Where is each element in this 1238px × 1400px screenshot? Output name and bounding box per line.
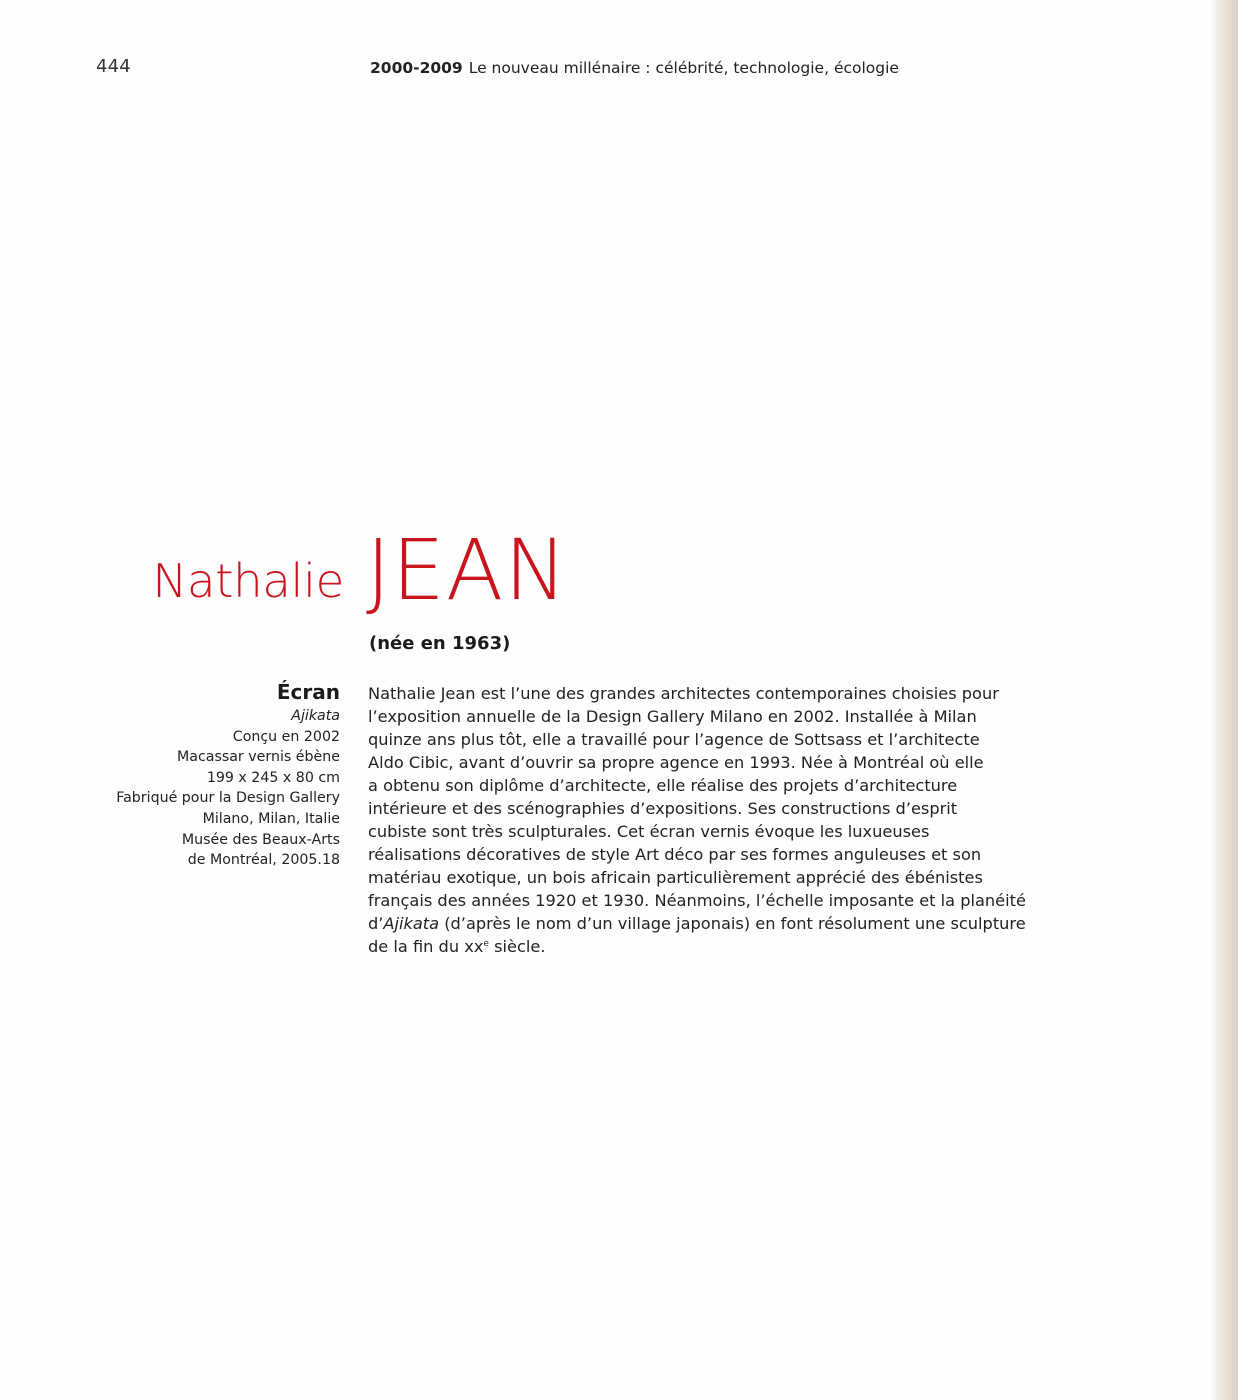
caption-line: Milano, Milan, Italie [202,810,340,827]
artwork-name-italic: Ajikata [383,914,440,933]
caption-line: de Montréal, 2005.18 [187,852,340,869]
running-head-period: 2000-2009 [370,59,463,77]
biography-paragraph [368,682,1038,958]
artwork-title: Écran [276,680,340,704]
artwork-model-name: Ajikata [291,708,340,724]
paragraph-line: a obtenu son diplôme d’architecte, elle réalise des projets d’architecture [368,776,958,795]
paragraph-line: Nathalie Jean est l’une des grandes architectes contemporaines choisies pour [368,684,999,703]
paragraph-line: français des années 1920 et 1930. Néanmoins, l’échelle imposante et la planéité [368,891,1026,910]
running-head [370,59,899,77]
paragraph-line: quinze ans plus tôt, elle a travaillé pour l’agence de Sottsass et l’architecte [368,730,980,749]
paragraph-line [368,935,1038,958]
caption-line: Fabriqué pour la Design Gallery [116,790,340,807]
line-suffix: (d’après le nom d’un village japonais) en font résolument une sculpture [439,914,1026,933]
running-head-chapter-title: Le nouveau millénaire : célébrité, technologie, écologie [468,59,899,77]
caption-line: Macassar vernis ébène [177,749,340,766]
designer-first-name: Nathalie [152,554,344,608]
paragraph-line: intérieure et des scénographies d’expositions. Ses constructions d’esprit [368,799,958,818]
designer-last-name: JEAN [366,521,569,619]
century-superscript: e [483,939,489,949]
page-number: 444 [96,56,131,77]
paragraph-line: matériau exotique, un bois africain particulièrement apprécié des ébénistes [368,868,983,887]
line-suffix: siècle. [488,937,546,956]
century-numeral: xx [464,937,484,956]
artwork-caption [80,680,340,871]
caption-line: Conçu en 2002 [232,728,340,745]
paragraph-line [368,912,1038,935]
designer-birth-year: (née en 1963) [369,633,511,654]
caption-line: Musée des Beaux-Arts [181,831,340,848]
page-gutter-shadow [1208,0,1238,1400]
caption-line: 199 x 245 x 80 cm [206,769,340,786]
line-prefix: d’ [368,914,384,933]
paragraph-line: l’exposition annuelle de la Design Gallery Milano en 2002. Installée à Milan [368,707,977,726]
paragraph-line: réalisations décoratives de style Art déco par ses formes anguleuses et son [368,845,982,864]
line-prefix: de la fin du [368,937,465,956]
paragraph-line: Aldo Cibic, avant d’ouvrir sa propre agence en 1993. Née à Montréal où elle [368,753,984,772]
paragraph-line: cubiste sont très sculpturales. Cet écran vernis évoque les luxueuses [368,822,930,841]
